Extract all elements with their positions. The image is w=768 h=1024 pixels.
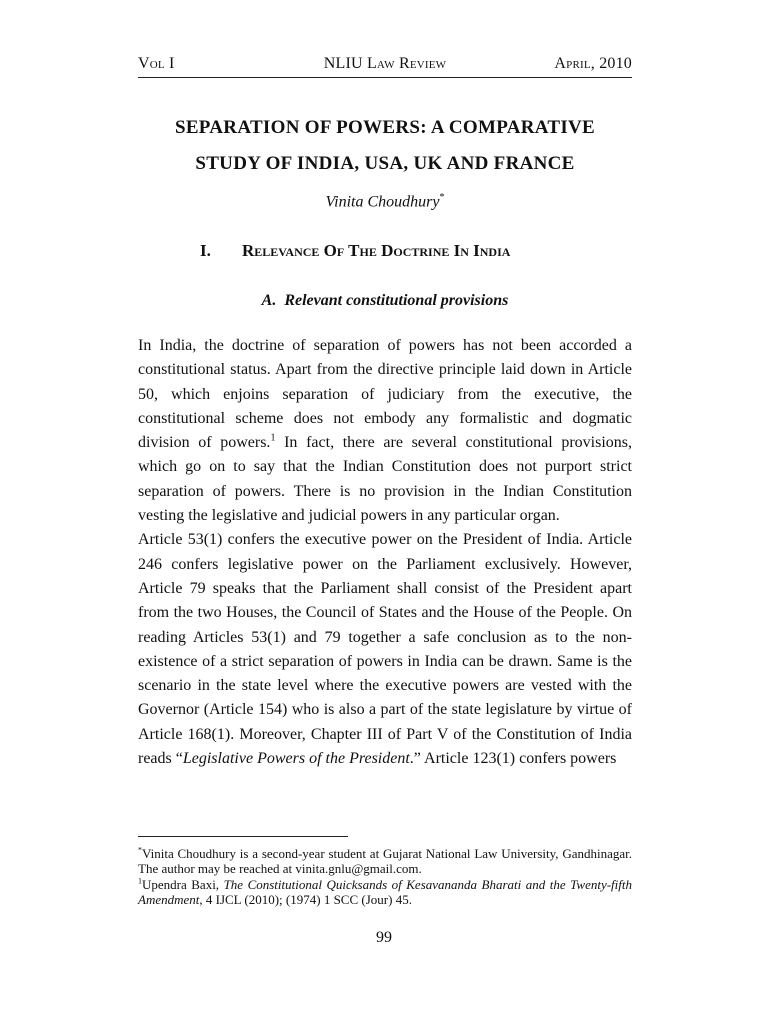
subsection-title: Relevant constitutional provisions [284, 292, 509, 309]
header-date: April, 2010 [554, 55, 632, 72]
body-text [138, 334, 632, 771]
subsection-heading [138, 292, 632, 310]
paragraph-2 [138, 528, 632, 771]
page-number: 99 [376, 929, 392, 946]
footnote-author-mark: * [138, 845, 142, 855]
section-title: Relevance Of The Doctrine In India [242, 241, 511, 260]
section-number: I. [200, 241, 211, 260]
author-byline [138, 192, 632, 211]
paragraph-1-text-b: In fact, there are several constitutional provisions, which go on to say that the Indian Constitution does not purport strict separation of powers. There is no provision in the Indian Constitution vesting the legislative and judicial powers in any particular organ. [138, 434, 632, 525]
footnote-author [138, 846, 632, 877]
footnote-1-author: Upendra Baxi, [142, 876, 224, 892]
footnotes [138, 846, 632, 908]
subsection-label: A. [261, 292, 277, 309]
article-title-line-2: STUDY OF INDIA, USA, UK AND FRANCE [195, 153, 575, 174]
header-journal-name: NLIU Law Review [323, 55, 447, 72]
footnote-1 [138, 877, 632, 908]
author-footnote-mark: * [439, 192, 445, 203]
header-volume: Vol I [138, 55, 175, 72]
footnote-1-citation: , 4 IJCL (2010); (1974) 1 SCC (Jour) 45. [199, 892, 412, 908]
footnote-divider [138, 836, 348, 837]
section-heading [200, 241, 510, 261]
article-title-line-1: SEPARATION OF POWERS: A COMPARATIVE [174, 117, 596, 138]
running-header [138, 53, 632, 78]
author-name: Vinita Choudhury [325, 193, 440, 211]
article-title [138, 110, 632, 182]
footnote-1-title: The Constitutional Quicksands of Kesavananda Bharati and the Twenty-fifth Amendment [138, 876, 633, 908]
paragraph-2-text-a: Article 53(1) confers the executive power on the President of India. Article 246 confers legislative power on the Parliament exclusively. However, Article 79 speaks that the Parliament shall consist of the President apart from the two Houses, the Council of States and the House of the People. On reading Articles 53(1) and 79 together a safe conclusion as to the non-existence of a strict separation of powers in India can be drawn. Same is the scenario in the state level where the executive powers are vested with the Governor (Article 154) who is also a part of the state legislature by virtue of Article 168(1). Moreover, Chapter III of Part V of the Constitution of India reads “ [138, 531, 632, 768]
footnote-1-mark: 1 [138, 876, 142, 886]
paragraph-1 [138, 334, 632, 528]
paragraph-1-text-a: In India, the doctrine of separation of powers has not been accorded a constitutional status. Apart from the directive principle laid down in Article 50, which enjoins separation of judiciary from the executive, the constitutional scheme does not embody any formalistic and dogmatic division of powers. [138, 337, 632, 452]
quoted-chapter-title: Legislative Powers of the President [182, 750, 410, 768]
footnote-ref-1: 1 [270, 432, 276, 444]
paragraph-2-text-b: .” Article 123(1) confers powers [409, 750, 617, 768]
footnote-author-text: Vinita Choudhury is a second-year student at Gujarat National Law University, Gandhinagar. The author may be reached at vinita.gnlu@gmail.com. [138, 846, 632, 877]
